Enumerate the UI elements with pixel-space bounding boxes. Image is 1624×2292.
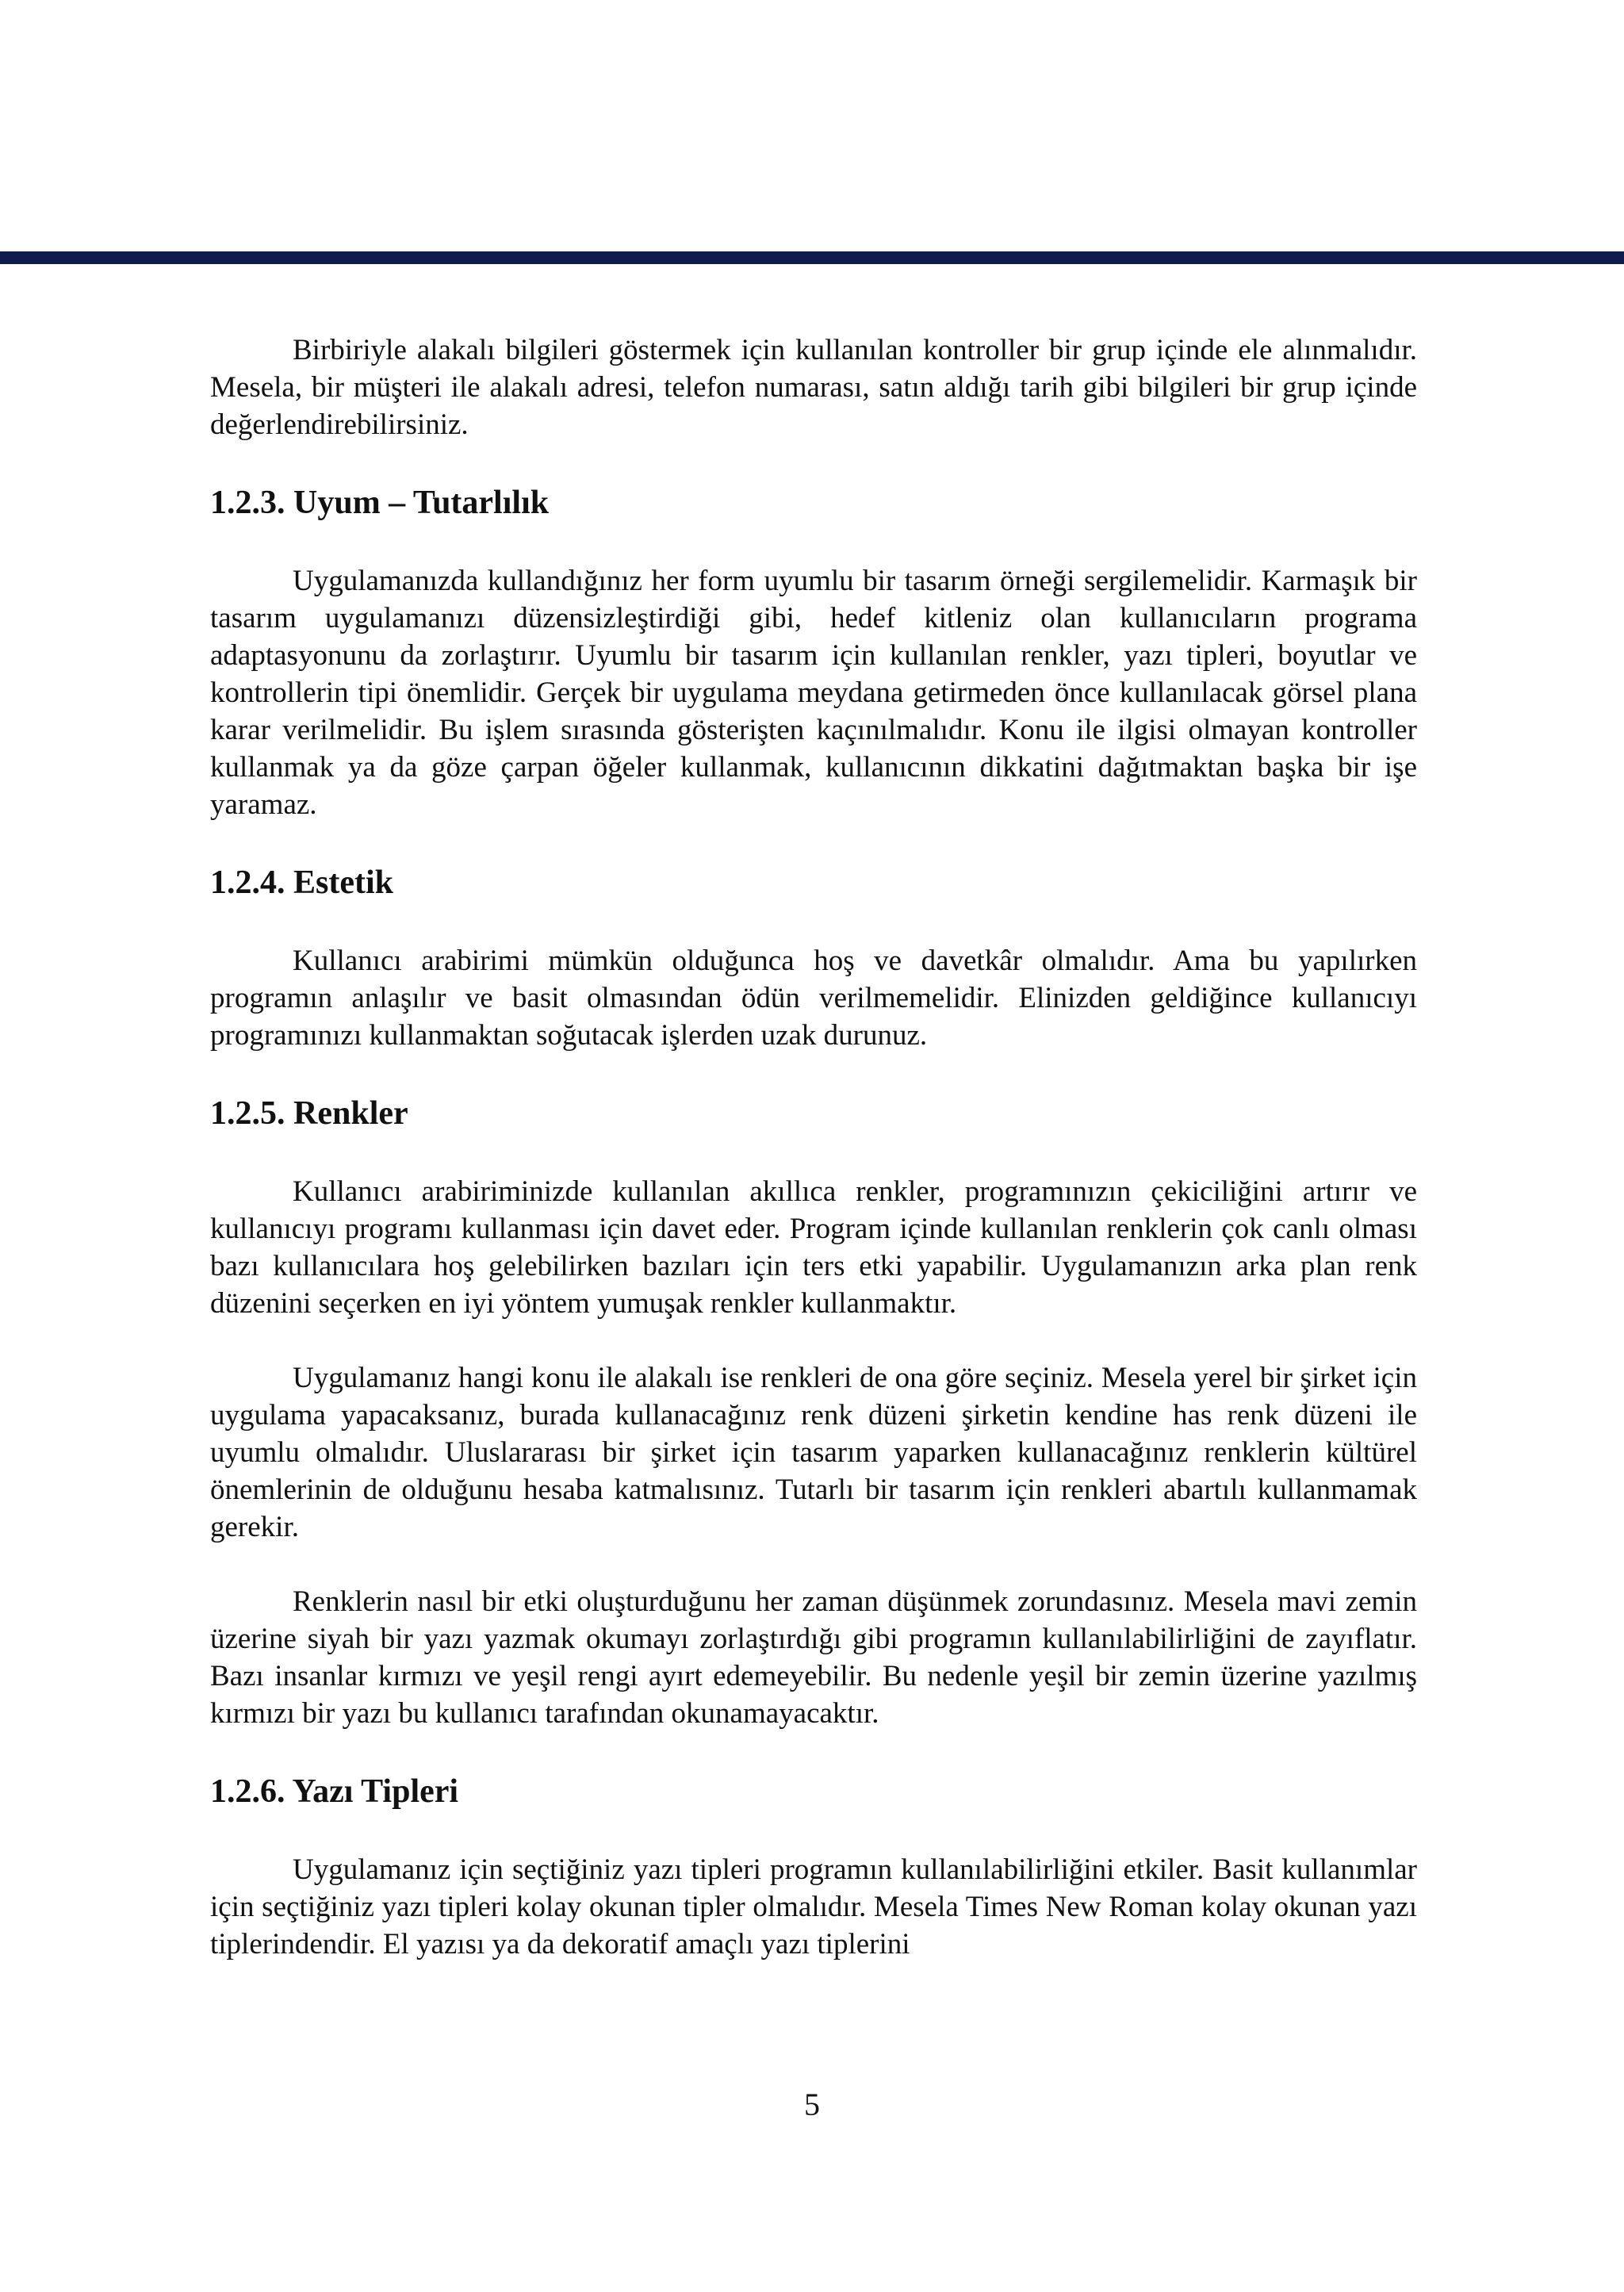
- paragraph-grouping: Birbiriyle alakalı bilgileri göstermek için kullanılan kontroller bir grup içinde ele alınmalıdır. Mesela, bir müşteri ile alakalı adresi, telefon numarası, satın aldığı tarih gibi bilgileri bir grup içinde değerlendirebilirsiniz.: [210, 334, 1417, 441]
- page-body: [210, 332, 1417, 1963]
- page-number: 5: [804, 2087, 820, 2122]
- paragraph-renkler-2: Uygulamanız hangi konu ile alakalı ise renkleri de ona göre seçiniz. Mesela yerel bir şirket için uygulama yapacaksanız, burada kullanacağınız renk düzeni şirketin kendine has renk düzeni ile uyumlu olmalıdır. Uluslararası bir şirket için tasarım yaparken kullanacağınız renklerin kültürel önemlerinin de olduğunu hesaba katmalısınız. Tutarlı bir tasarım için renkleri abartılı kullanmamak gerekir.: [210, 1362, 1417, 1543]
- heading-yazi-tipleri: 1.2.6. Yazı Tipleri: [210, 1773, 459, 1810]
- heading-renkler: 1.2.5. Renkler: [210, 1095, 408, 1132]
- header-rule: [0, 251, 1624, 264]
- paragraph-renkler-3: Renklerin nasıl bir etki oluşturduğunu her zaman düşünmek zorundasınız. Mesela mavi zemin üzerine siyah bir yazı yazmak okumayı zorlaştırdığı gibi programın kullanılabilirliğini de zayıflatır. Bazı insanlar kırmızı ve yeşil rengi ayırt edemeyebilir. Bu nedenle yeşil bir zemin üzerine yazılmış kırmızı bir yazı bu kullanıcı tarafından okunamayacaktır.: [210, 1585, 1417, 1730]
- paragraph-renkler-1: Kullanıcı arabiriminizde kullanılan akıllıca renkler, programınızın çekiciliğini artırır ve kullanıcıyı programı kullanması için davet eder. Program içinde kullanılan renklerin çok canlı olması bazı kullanıcılara hoş gelebilirken bazıları için ters etki yapabilir. Uygulamanızın arka plan renk düzenini seçerken en iyi yöntem yumuşak renkler kullanmaktır.: [210, 1175, 1417, 1320]
- heading-estetik: 1.2.4. Estetik: [210, 864, 393, 901]
- heading-uyum-tutarlilik: 1.2.3. Uyum – Tutarlılık: [210, 485, 550, 521]
- paragraph-estetik: Kullanıcı arabirimi mümkün olduğunca hoş ve davetkâr olmalıdır. Ama bu yapılırken programın anlaşılır ve basit olmasından ödün verilmemelidir. Elinizden geldiğince kullanıcıyı programınızı kullanmaktan soğutacak işlerden uzak durunuz.: [210, 945, 1417, 1052]
- paragraph-uyum: Uygulamanızda kullandığınız her form uyumlu bir tasarım örneği sergilemelidir. Karmaşık bir tasarım uygulamanızı düzensizleştirdiği gibi, hedef kitleniz olan kullanıcıların programa adaptasyonunu da zorlaştırır. Uyumlu bir tasarım için kullanılan renkler, yazı tipleri, boyutlar ve kontrollerin tipi önemlidir. Gerçek bir uygulama meydana getirmeden önce kullanılacak görsel plana karar verilmelidir. Bu işlem sırasında gösterişten kaçınılmalıdır. Konu ile ilgisi olmayan kontroller kullanmak ya da göze çarpan öğeler kullanmak, kullanıcının dikkatini dağıtmaktan başka bir işe yaramaz.: [210, 565, 1417, 821]
- paragraph-yazi-tipleri: Uygulamanız için seçtiğiniz yazı tipleri programın kullanılabilirliğini etkiler. Basit kullanımlar için seçtiğiniz yazı tipleri kolay okunan tipler olmalıdır. Mesela Times New Roman kolay okunan yazı tiplerindendir. El yazısı ya da dekoratif amaçlı yazı tiplerini: [210, 1853, 1417, 1960]
